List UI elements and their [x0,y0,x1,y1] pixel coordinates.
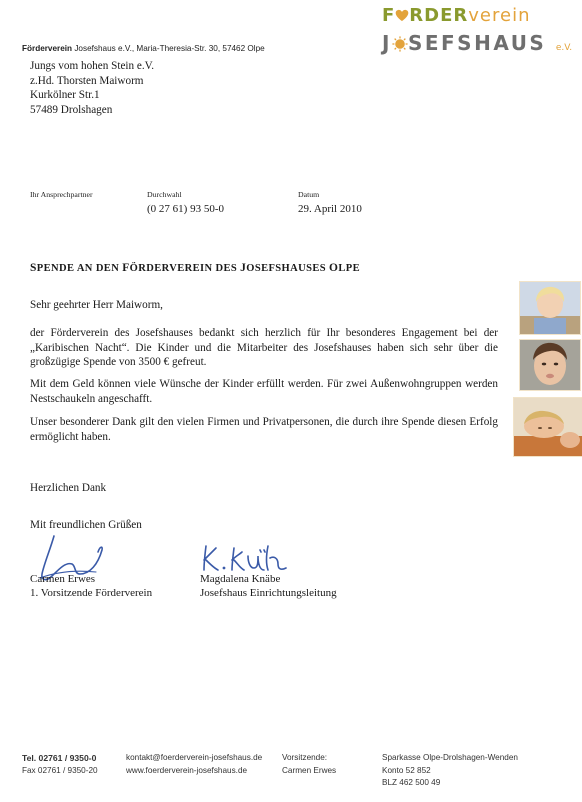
salutation: Sehr geehrter Herr Maiworm, [30,299,163,311]
footer-web[interactable]: www.foerderverein-josefshaus.de [126,765,248,775]
signer-1-name: Carmen Erwes [30,573,96,585]
sender-address: Josefshaus e.V., Maria-Theresia-Str. 30, 57462 Olpe [72,44,265,53]
signature-knaebe [200,542,296,576]
sender-line [22,44,265,53]
closing-line: Mit freundlichen Grüßen [30,519,142,531]
subject-part: O [329,262,339,274]
footer-chair-label: Vorsitzende: [282,753,328,762]
recipient-address [30,59,154,117]
logo-letter-j: J [382,31,392,55]
subject-part: S [30,262,37,274]
subject-part: ÖRDERVEREIN DES [129,263,241,274]
signer-2-name: Magdalena Knäbe [200,573,281,585]
paragraph-1: der Förderverein des Josefshauses bedankt sich herzlich für Ihr besonderes Engagement bei der „Karibischen Nacht“. Die Kinder und die Mitarbeiter des Josefshauses haben sich sehr über die großzügige Spende von 3500 € gefreut. [30,327,498,369]
footer-phone [22,752,98,777]
photo-strip [512,280,582,458]
contact-label: Ihr Ansprechpartner [30,190,93,199]
subject-part: LPE [338,263,360,274]
signer-1-role: 1. Vorsitzende Förderverein [30,587,153,599]
logo-word-rder: RDER [409,5,469,26]
subject-part: OSEFSHAUSES [246,263,329,274]
heart-icon [395,9,409,22]
subject-part: J [240,262,247,274]
child-photo-2 [520,340,580,390]
footer-account: Konto 52 852 [382,765,431,775]
footer-tel: Tel. 02761 / 9350-0 [22,753,97,763]
phone-value: (0 27 61) 93 50-0 [147,203,224,215]
footer-chair-name: Carmen Erwes [282,765,337,775]
logo-ev: e.V. [555,43,573,53]
date-label: Datum [298,190,320,199]
thanks-line: Herzlichen Dank [30,482,107,494]
paragraph-3: Unser besonderer Dank gilt den vielen Firmen und Privatpersonen, die durch ihre Spende diesen Erfolg ermöglicht haben. [30,416,498,443]
footer-fax: Fax 02761 / 9350-20 [22,765,98,775]
footer-email[interactable]: kontakt@foerderverein-josefshaus.de [126,753,263,762]
paragraph-2: Mit dem Geld können viele Wünsche der Kinder erfüllt werden. Für zwei Außenwohngruppen werden Nestschaukeln angeschafft. [30,378,498,405]
footer-contact [126,752,262,777]
sender-org: Förderverein [22,44,73,53]
subject-line [30,262,360,274]
phone-label: Durchwahl [147,190,182,199]
child-photo-1 [520,282,580,334]
logo-word-sefshaus: SEFSHAUS [407,31,547,55]
footer-blz: BLZ 462 500 49 [382,778,441,788]
sun-icon [392,36,408,52]
logo-word-verein: verein [468,5,531,26]
recipient-line: z.Hd. Thorsten Maiworm [30,74,144,87]
signer-2-role: Josefshaus Einrichtungsleitung [200,587,337,599]
subject-part: PENDE AN DEN [36,263,123,274]
footer-chair [282,752,336,777]
child-photo-3 [514,398,582,456]
footer-bank [382,752,518,790]
date-value: 29. April 2010 [298,203,362,215]
recipient-line: 57489 Drolshagen [30,103,113,116]
logo-letter-f: F [382,5,396,26]
subject-part: F [122,262,130,274]
recipient-line: Jungs vom hohen Stein e.V. [30,60,155,72]
footer-bank-name: Sparkasse Olpe-Drolshagen-Wenden [382,753,518,762]
recipient-line: Kurkölner Str.1 [30,89,100,102]
logo [382,5,577,57]
